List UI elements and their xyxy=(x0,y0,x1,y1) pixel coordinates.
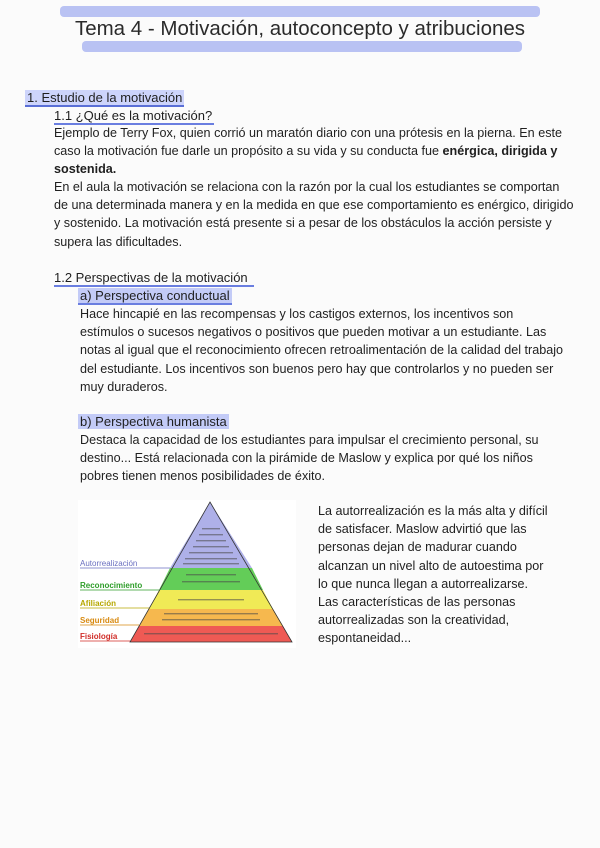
perspective-humanista-heading xyxy=(78,414,229,429)
paragraph-aula: En el aula la motivación se relaciona con la razón por la cual los estudiantes se comportan de una determinada manera y en la medida en que ese comportamiento es enérgico, dirigido y sostenido. La motivación está presente si a pesar de los obstáculos la acción persiste y supera las dificultades. xyxy=(54,180,574,249)
pyramid-label-fisiologia: Fisiología xyxy=(80,632,118,641)
paragraph-humanista: Destaca la capacidad de los estudiantes para impulsar el crecimiento personal, su destino... Está relacionada con la pirámide de Maslow y explica por qué los niños pobres tienen menos posibilidades de éxito. xyxy=(80,433,539,484)
title-highlight-top xyxy=(60,6,540,17)
perspective-conductual-heading xyxy=(78,288,232,305)
perspective-conductual-label: a) Perspectiva conductual xyxy=(80,288,230,303)
paragraph-conductual: Hace hincapié en las recompensas y los castigos externos, los incentivos son estímulos o sucesos negativos o positivos que pueden motivar a un estudiante. Las notas al igual que el reconocimiento ofrecen retroalimentación de la calidad del trabajo del estudiante. Los incentivos son buenos pero hay que controlarlos y no pueden ser muy duraderos. xyxy=(80,307,564,394)
title-highlight-bottom xyxy=(82,41,522,52)
paragraph-terry-fox-text: Ejemplo de Terry Fox, quien corrió un maratón diario con una prótesis en la pierna. En este caso la motivación fue darle un propósito a su vida y su conducta fue xyxy=(54,126,562,159)
perspective-humanista-label: b) Perspectiva humanista xyxy=(80,414,227,429)
pyramid-level-reconocimiento xyxy=(159,568,263,590)
pyramid-label-autorrealizacion: Autorrealización xyxy=(80,559,138,568)
page-title: Tema 4 - Motivación, autoconcepto y atribuciones xyxy=(74,17,526,40)
pyramid-label-reconocimiento: Reconocimiento xyxy=(80,581,143,590)
pyramid-label-seguridad: Seguridad xyxy=(80,616,120,625)
paragraph-terry-fox xyxy=(54,124,570,179)
paragraph-autorrealizacion: La autorrealización es la más alta y difícil de satisfacer. Maslow advirtió que las personas dejan de madurar cuando alcanzan un nivel alto de autoestima por lo que nunca llegan a autorrealizarse. Las características de las personas autorrealizadas son la creatividad, espontaneidad... xyxy=(318,504,548,646)
subsection-heading-1-2: 1.2 Perspectivas de la motivación xyxy=(54,270,254,287)
subsection-heading-1-1: 1.1 ¿Qué es la motivación? xyxy=(54,108,213,123)
maslow-pyramid-svg xyxy=(78,500,296,648)
pyramid-label-afiliacion: Afiliación xyxy=(80,599,117,608)
paragraph-terry-fox-bold: enérgica, dirigida y sostenida. xyxy=(54,144,558,177)
pyramid-level-seguridad xyxy=(139,609,283,626)
maslow-pyramid-image xyxy=(78,500,296,648)
section-heading: 1. Estudio de la motivación xyxy=(27,90,183,105)
